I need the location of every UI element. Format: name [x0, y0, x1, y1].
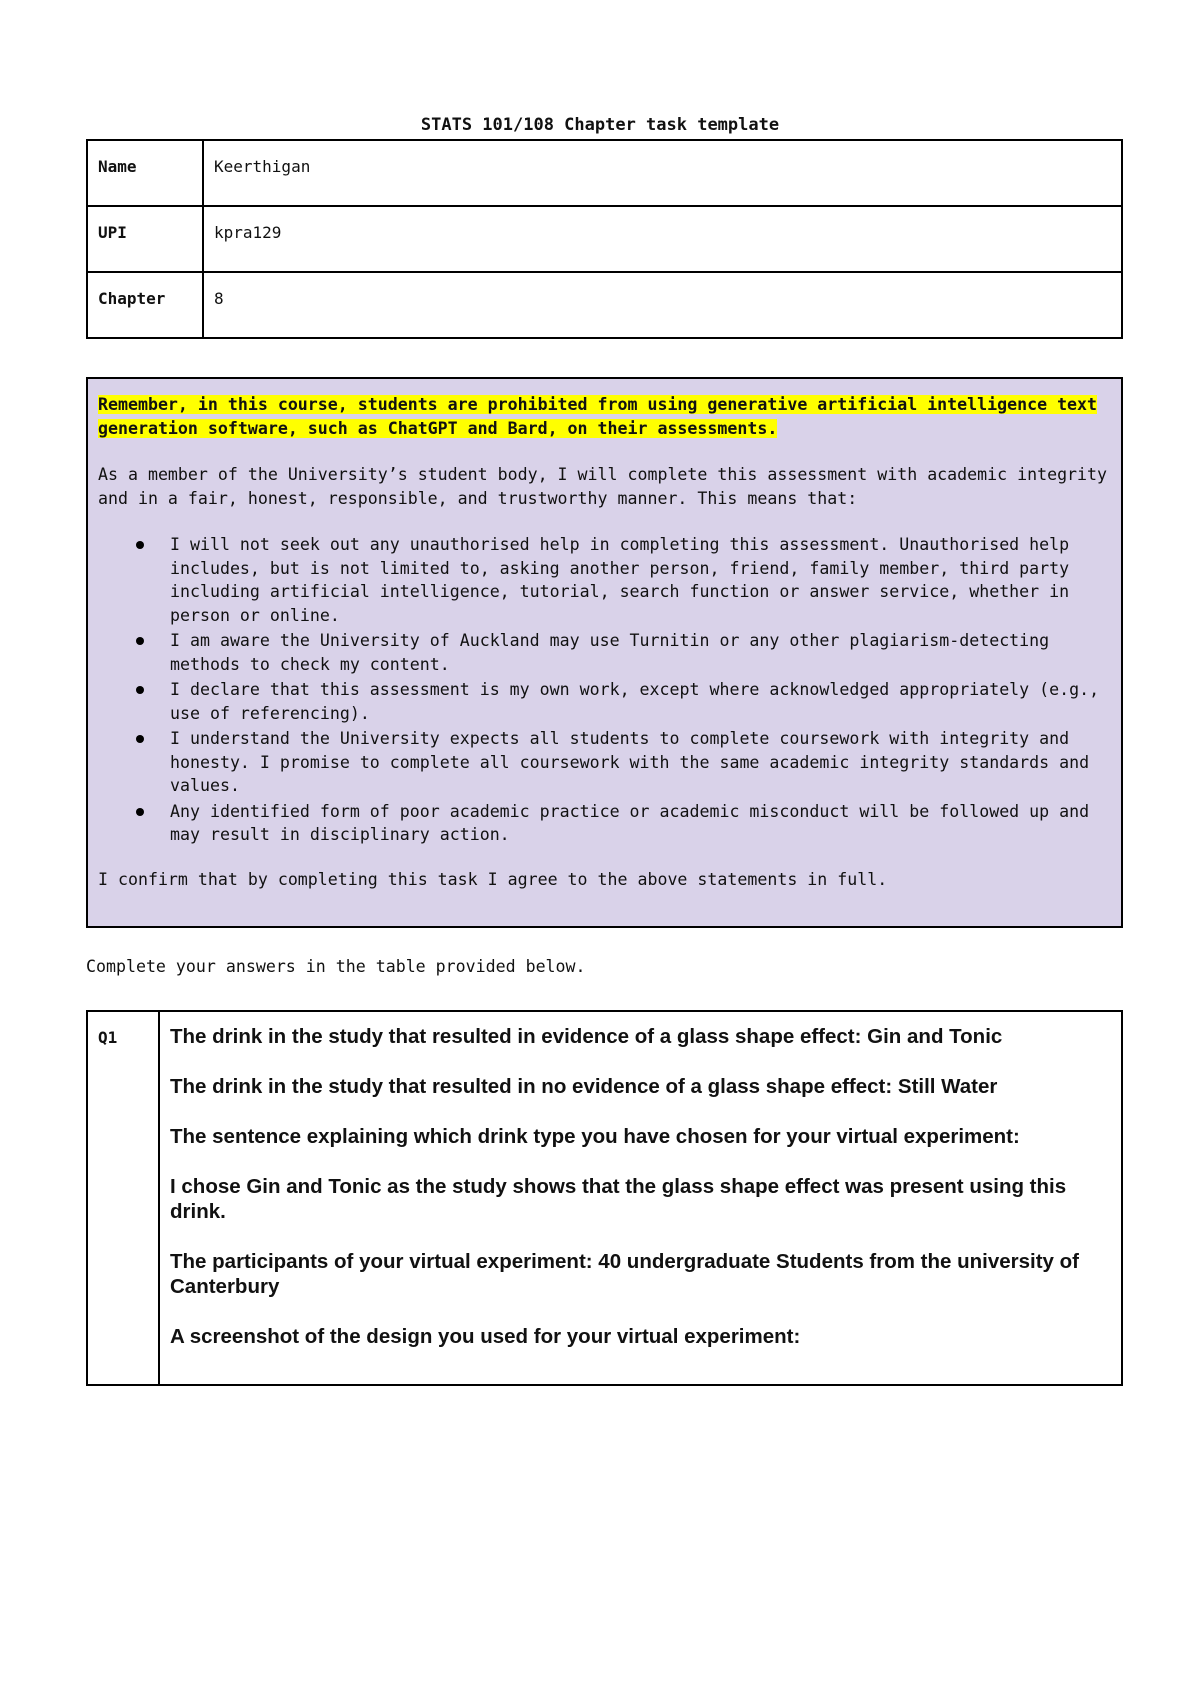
bullet-icon [136, 808, 144, 816]
list-item [170, 800, 1111, 847]
list-item-text: Any identified form of poor academic practice or academic misconduct will be followed up and may result in disciplinary action. [170, 801, 1090, 844]
declaration-confirm: I confirm that by completing this task I agree to the above statements in full. [98, 869, 888, 889]
answer-line: A screenshot of the design you used for your virtual experiment: [170, 1325, 801, 1348]
question-number: Q1 [87, 1011, 159, 1385]
answers-table [86, 1010, 1123, 1386]
chapter-label: Chapter [87, 272, 203, 338]
table-row [87, 140, 1122, 206]
bullet-icon [136, 541, 144, 549]
answer-line: The sentence explaining which drink type you have chosen for your virtual experiment: [170, 1125, 1020, 1148]
answer-line: The participants of your virtual experiment: 40 undergraduate Students from the university of Canterbury [170, 1250, 1079, 1298]
student-info-table [86, 139, 1123, 339]
chapter-value: 8 [203, 272, 1122, 338]
table-row [87, 206, 1122, 272]
upi-label: UPI [87, 206, 203, 272]
answer-line: I chose Gin and Tonic as the study shows that the glass shape effect was present using this drink. [170, 1175, 1067, 1223]
list-item-text: I declare that this assessment is my own work, except where acknowledged appropriately (e.g., use of referencing). [170, 680, 1100, 723]
list-item-text: I am aware the University of Auckland may use Turnitin or any other plagiarism-detecting methods to check my content. [170, 631, 1050, 674]
list-item [170, 629, 1111, 676]
answer-instruction: Complete your answers in the table provided below. [86, 957, 586, 976]
integrity-declaration [86, 377, 1123, 928]
upi-value: kpra129 [203, 206, 1122, 272]
list-item-text: I will not seek out any unauthorised help in completing this assessment. Unauthorised help includes, but is not limited to, asking another person, friend, family member, third party including artificial intelligence, tutorial, search function or answer service, whether in person or online. [170, 535, 1070, 625]
ai-warning-text: Remember, in this course, students are prohibited from using generative artificial intelligence text generation software, such as ChatGPT and Bard, on their assessments. [98, 395, 1098, 438]
bullet-icon [136, 686, 144, 694]
list-item [170, 678, 1111, 725]
page-title: STATS 101/108 Chapter task template [420, 115, 780, 135]
bullet-icon [136, 735, 144, 743]
table-row [87, 1011, 1122, 1385]
list-item [170, 533, 1111, 627]
list-item-text: I understand the University expects all students to complete coursework with integrity and honesty. I promise to complete all coursework with the same academic integrity standards and values. [170, 729, 1090, 795]
declaration-list [98, 533, 1111, 847]
answer-line: The drink in the study that resulted in no evidence of a glass shape effect: Still Water [170, 1075, 998, 1098]
answer-line: The drink in the study that resulted in evidence of a glass shape effect: Gin and Tonic [170, 1025, 1003, 1048]
ai-warning [98, 393, 1111, 440]
declaration-intro: As a member of the University’s student body, I will complete this assessment with academic integrity and in a fair, honest, responsible, and trustworthy manner. This means that: [98, 465, 1108, 508]
answer-cell [159, 1011, 1122, 1385]
list-item [170, 727, 1111, 798]
name-value: Keerthigan [203, 140, 1122, 206]
bullet-icon [136, 637, 144, 645]
table-row [87, 272, 1122, 338]
name-label: Name [87, 140, 203, 206]
